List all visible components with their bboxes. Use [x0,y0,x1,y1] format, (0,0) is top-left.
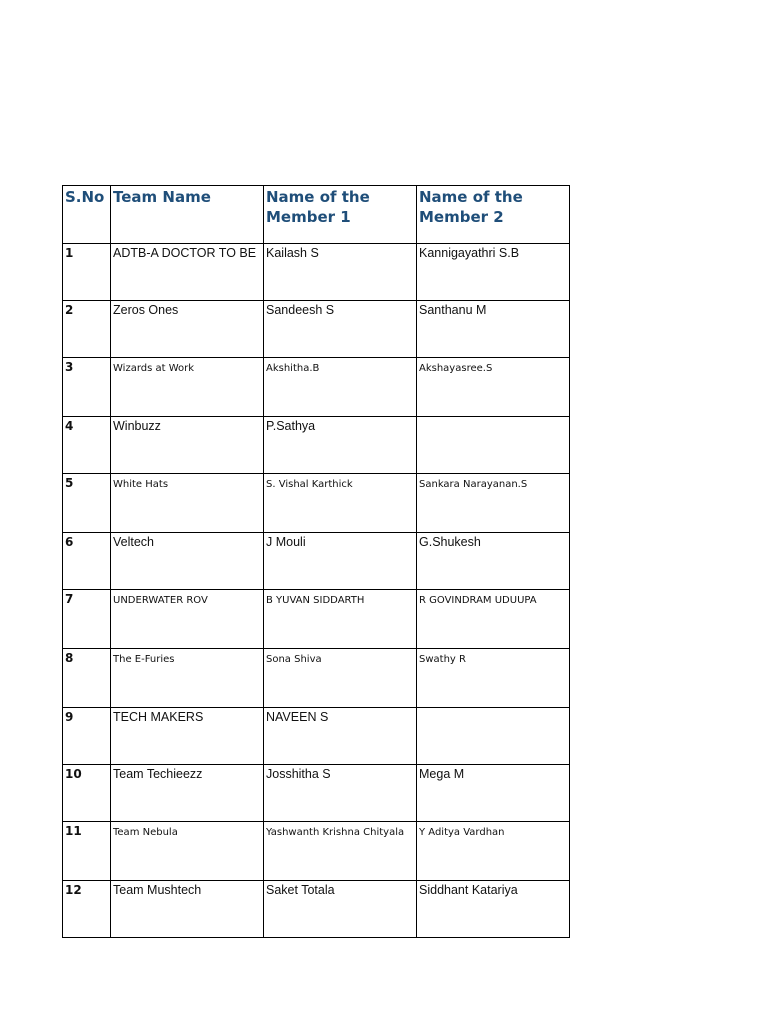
cell-member1: Akshitha.B [264,358,417,417]
cell-member1: Josshitha S [264,765,417,822]
cell-team: Wizards at Work [111,358,264,417]
cell-sno: 7 [63,590,111,649]
table-row [63,244,570,301]
cell-team: Team Techieezz [111,765,264,822]
table-row [63,649,570,708]
cell-member1: Sona Shiva [264,649,417,708]
cell-sno: 6 [63,533,111,590]
cell-member2: Akshayasree.S [417,358,570,417]
cell-member1: Kailash S [264,244,417,301]
table-row [63,765,570,822]
cell-member1: NAVEEN S [264,708,417,765]
cell-member2 [417,708,570,765]
cell-team: ADTB-A DOCTOR TO BE [111,244,264,301]
cell-team: The E-Furies [111,649,264,708]
header-team-name: Team Name [111,186,264,244]
cell-member1: B YUVAN SIDDARTH [264,590,417,649]
cell-team: Veltech [111,533,264,590]
header-member-2: Name of the Member 2 [417,186,570,244]
cell-sno: 3 [63,358,111,417]
header-row [63,186,570,244]
cell-sno: 11 [63,822,111,881]
cell-sno: 9 [63,708,111,765]
cell-member2: Y Aditya Vardhan [417,822,570,881]
cell-member2: G.Shukesh [417,533,570,590]
cell-member2: Swathy R [417,649,570,708]
cell-member1: P.Sathya [264,417,417,474]
cell-member2: Sankara Narayanan.S [417,474,570,533]
table-row [63,417,570,474]
cell-member1: Saket Totala [264,881,417,938]
header-member-1: Name of the Member 1 [264,186,417,244]
cell-team: Team Nebula [111,822,264,881]
cell-team: Zeros Ones [111,301,264,358]
table-row [63,881,570,938]
teams-table [62,185,570,938]
table-row [63,590,570,649]
cell-member2: R GOVINDRAM UDUUPA [417,590,570,649]
header-sno: S.No [63,186,111,244]
cell-member2: Siddhant Katariya [417,881,570,938]
cell-sno: 8 [63,649,111,708]
cell-member2: Kannigayathri S.B [417,244,570,301]
cell-sno: 4 [63,417,111,474]
cell-sno: 1 [63,244,111,301]
table-row [63,822,570,881]
cell-sno: 10 [63,765,111,822]
cell-member2 [417,417,570,474]
table-row [63,474,570,533]
cell-team: Winbuzz [111,417,264,474]
table-row [63,708,570,765]
cell-team: TECH MAKERS [111,708,264,765]
cell-member1: Sandeesh S [264,301,417,358]
cell-team: Team Mushtech [111,881,264,938]
table-row [63,533,570,590]
cell-sno: 2 [63,301,111,358]
cell-member2: Santhanu M [417,301,570,358]
cell-member1: S. Vishal Karthick [264,474,417,533]
cell-team: UNDERWATER ROV [111,590,264,649]
table-row [63,301,570,358]
cell-member1: J Mouli [264,533,417,590]
cell-member2: Mega M [417,765,570,822]
cell-team: White Hats [111,474,264,533]
cell-member1: Yashwanth Krishna Chityala [264,822,417,881]
table-row [63,358,570,417]
cell-sno: 5 [63,474,111,533]
cell-sno: 12 [63,881,111,938]
